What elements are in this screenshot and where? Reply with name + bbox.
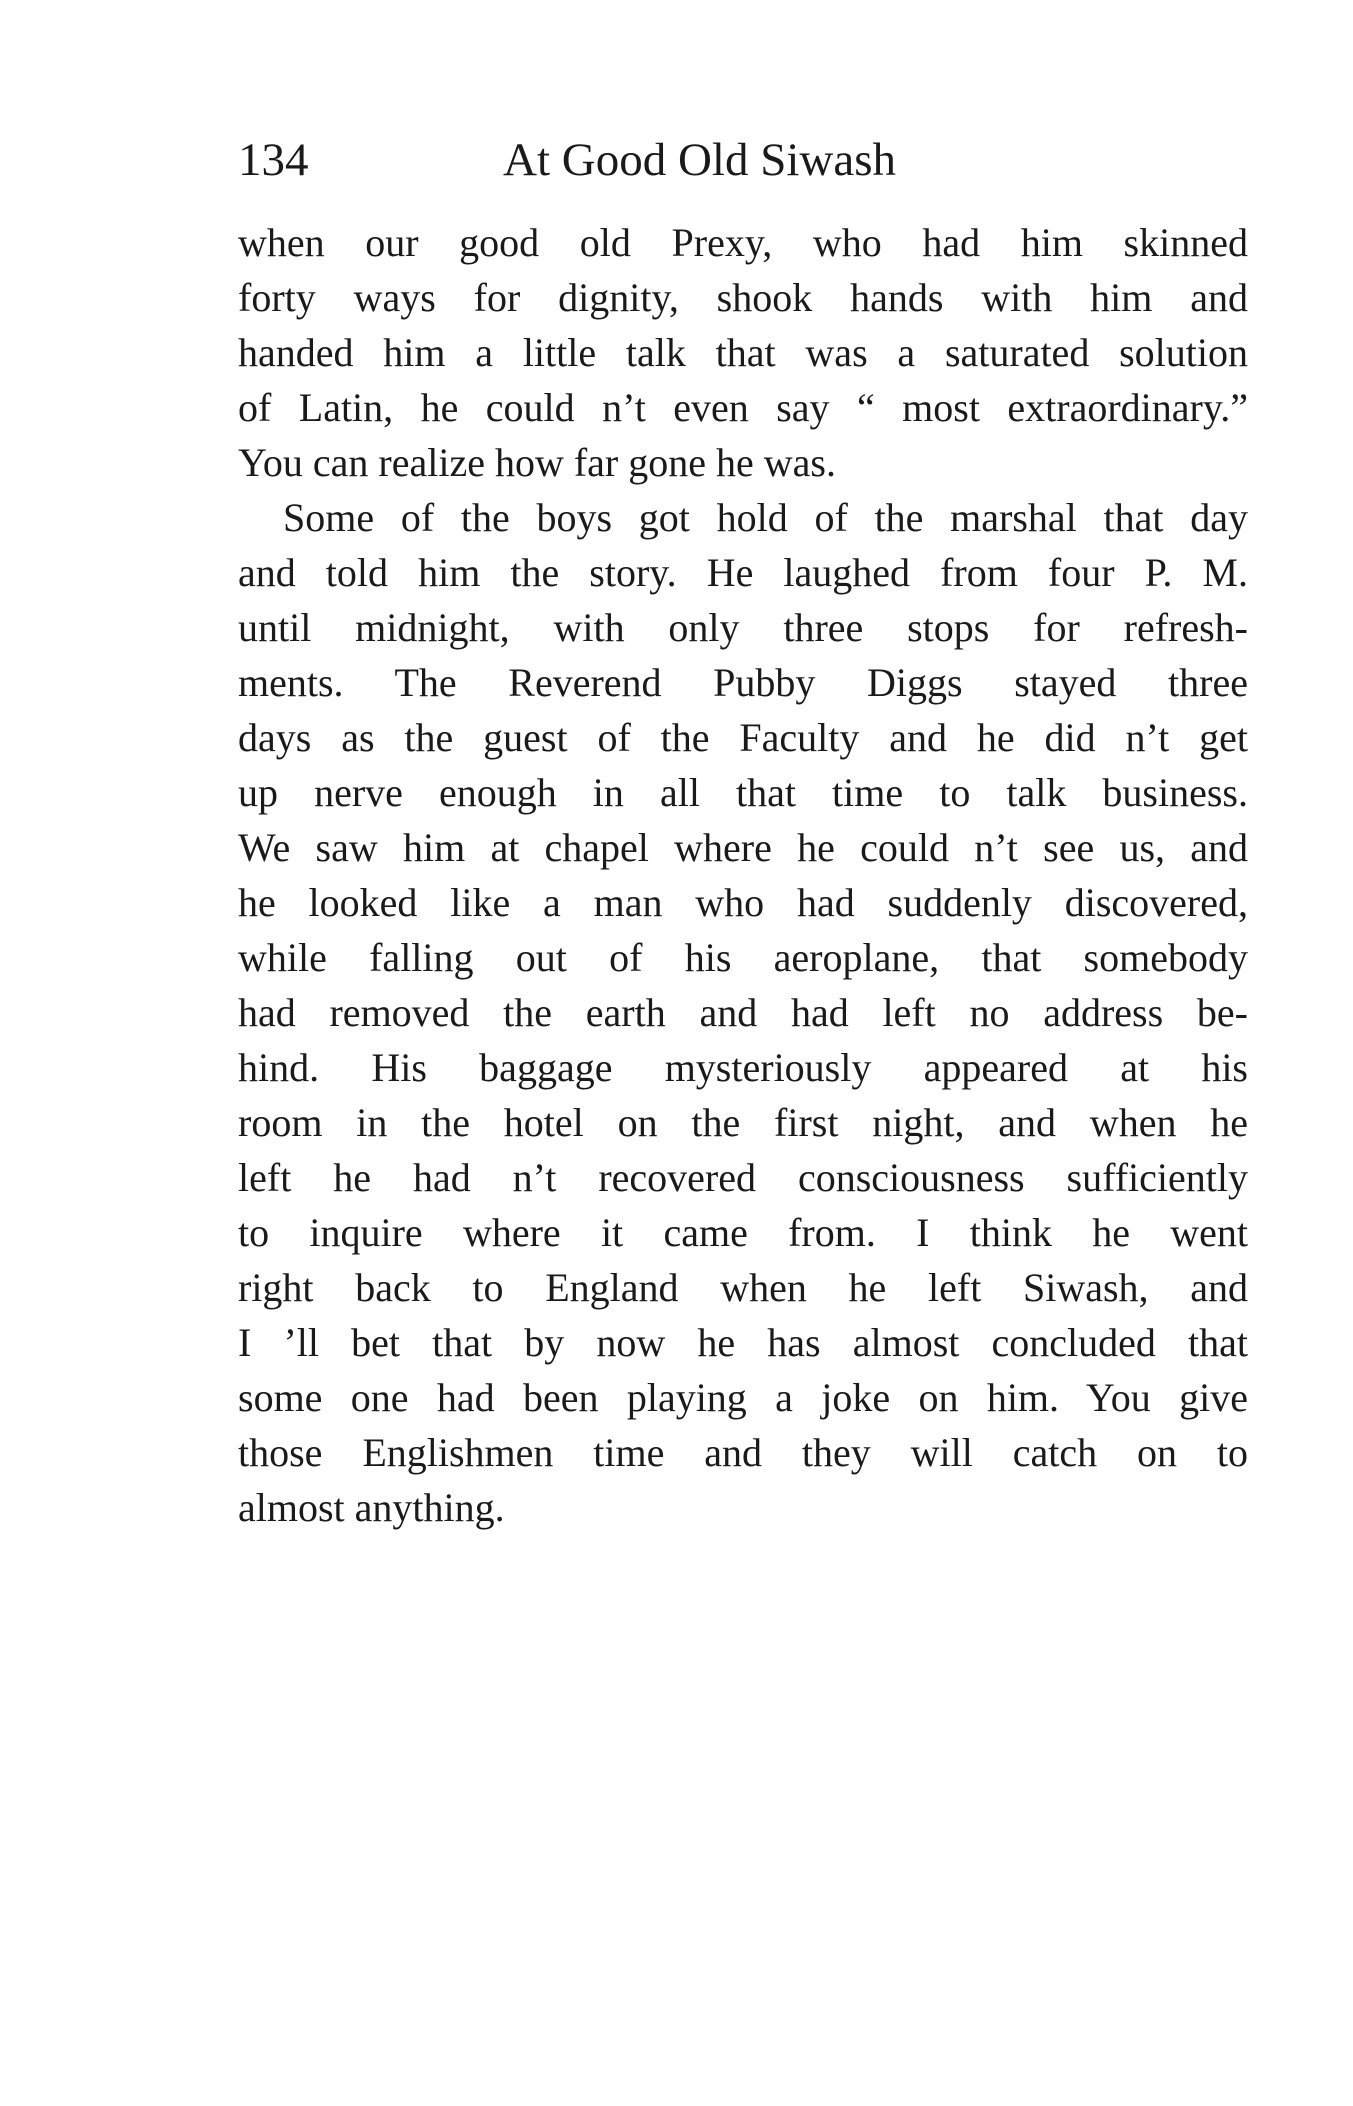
text-line: some one had been playing a joke on him. You give — [238, 1375, 1248, 1420]
paragraph-start-line: Some of the boys got hold of the marshal that day — [283, 495, 1248, 540]
page-number: 134 — [238, 134, 309, 186]
text-line: he looked like a man who had suddenly discovered, — [238, 880, 1248, 925]
text-line: to inquire where it came from. I think he went — [238, 1210, 1248, 1255]
text-line: I ’ll bet that by now he has almost concluded that — [238, 1320, 1248, 1365]
running-head — [238, 130, 1248, 190]
text-line: hind. His baggage mysteriously appeared at his — [238, 1045, 1248, 1090]
text-line: up nerve enough in all that time to talk business. — [238, 770, 1248, 815]
text-line: of Latin, he could n’t even say “ most extraordinary.” — [238, 385, 1248, 430]
text-line: when our good old Prexy, who had him skinned — [238, 220, 1248, 265]
text-line: room in the hotel on the first night, and when he — [238, 1100, 1248, 1145]
text-line: had removed the earth and had left no address be- — [238, 990, 1248, 1035]
text-line: forty ways for dignity, shook hands with him and — [238, 275, 1248, 320]
body-text — [238, 215, 1248, 1535]
running-title: At Good Old Siwash — [503, 134, 896, 186]
text-line: right back to England when he left Siwash, and — [238, 1265, 1248, 1310]
text-line: those Englishmen time and they will catch on to — [238, 1430, 1248, 1475]
text-line: ments. The Reverend Pubby Diggs stayed three — [238, 660, 1248, 705]
text-line: days as the guest of the Faculty and he did n’t get — [238, 715, 1248, 760]
text-line: You can realize how far gone he was. — [238, 440, 836, 485]
text-line: handed him a little talk that was a saturated solution — [238, 330, 1248, 375]
text-line: left he had n’t recovered consciousness sufficiently — [238, 1155, 1248, 1200]
text-line: We saw him at chapel where he could n’t see us, and — [238, 825, 1248, 870]
text-line: while falling out of his aeroplane, that somebody — [238, 935, 1248, 980]
text-line: almost anything. — [238, 1485, 505, 1530]
text-line: until midnight, with only three stops for refresh- — [238, 605, 1248, 650]
text-line: and told him the story. He laughed from four P. M. — [238, 550, 1248, 595]
